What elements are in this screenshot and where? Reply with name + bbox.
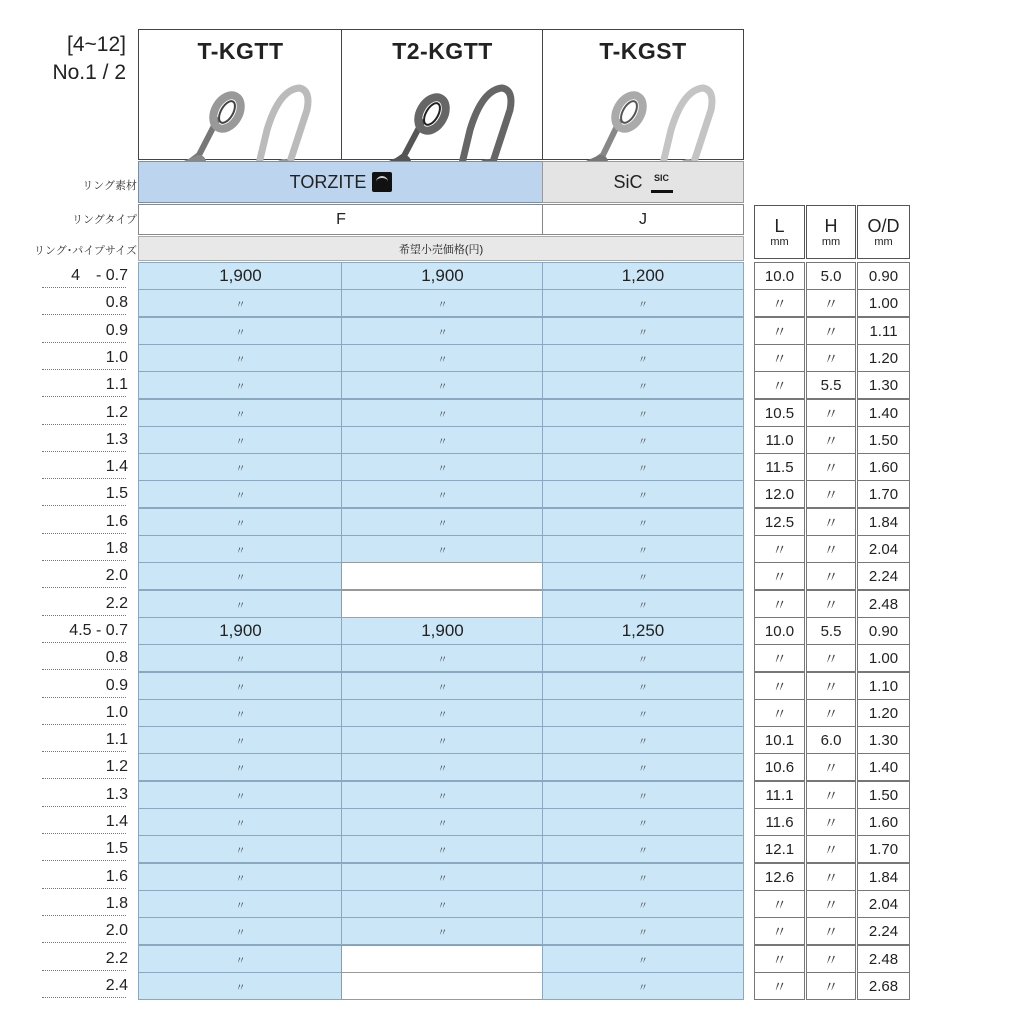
size-dotted-leader	[42, 533, 126, 534]
size-label: 2.4	[105, 977, 128, 994]
dim-l-cell: 〃	[754, 890, 805, 918]
price-t2-kgtt-cell: 〃	[341, 344, 544, 372]
size-label: 2.0	[105, 567, 128, 584]
price-t2-kgtt-cell: 1,900	[341, 262, 544, 290]
dim-header-letter: O/D	[867, 216, 900, 236]
dim-l-cell: 〃	[754, 672, 805, 700]
size-label: 1.4	[105, 813, 128, 830]
price-t-kgst-cell: 〃	[542, 562, 744, 590]
dim-l-cell: 〃	[754, 344, 805, 372]
dim-od-cell: 1.50	[857, 781, 910, 809]
dim-l-cell: 〃	[754, 699, 805, 727]
dim-l-cell: 12.0	[754, 480, 805, 508]
size-label: 1.6	[105, 868, 128, 885]
dim-h-cell: 5.5	[806, 617, 856, 645]
size-label: 2.0	[105, 922, 128, 939]
ring-pipe-size-label: リング･パイプサイズ	[33, 245, 137, 257]
dim-od-cell: 1.30	[857, 726, 910, 754]
price-t-kgst-cell: 〃	[542, 344, 744, 372]
price-t2-kgtt-cell: 〃	[341, 917, 544, 945]
ring-type-f: F	[138, 204, 544, 235]
dim-h-cell: 〃	[806, 508, 856, 536]
price-t-kgtt-cell: 1,900	[138, 617, 343, 645]
price-t-kgtt-cell: 〃	[138, 426, 343, 454]
price-t-kgst-cell: 〃	[542, 399, 744, 427]
price-t-kgtt-cell: 〃	[138, 644, 343, 672]
product-header-t-kgst	[542, 29, 744, 160]
size-label: 4.5 - 0.7	[69, 622, 128, 639]
dim-l-cell: 〃	[754, 972, 805, 1000]
price-t-kgst-cell: 〃	[542, 917, 744, 945]
price-t-kgtt-cell: 〃	[138, 508, 343, 536]
price-t-kgst-cell: 〃	[542, 453, 744, 481]
dim-od-cell: 2.48	[857, 945, 910, 973]
dim-od-cell: 2.24	[857, 917, 910, 945]
material-torzite-text: TORZITE	[289, 171, 367, 192]
price-t-kgtt-cell: 〃	[138, 917, 343, 945]
size-label: 1.5	[105, 485, 128, 502]
dim-l-cell: 10.6	[754, 753, 805, 781]
material-sic	[542, 161, 744, 203]
price-t-kgtt-cell: 〃	[138, 672, 343, 700]
price-t-kgst-cell: 〃	[542, 426, 744, 454]
price-t-kgtt-cell: 〃	[138, 562, 343, 590]
size-dotted-leader	[42, 942, 126, 943]
dim-h-cell: 〃	[806, 890, 856, 918]
dim-l-cell: 12.1	[754, 835, 805, 863]
price-t-kgtt-cell: 〃	[138, 535, 343, 563]
price-t-kgst-cell: 〃	[542, 808, 744, 836]
price-t-kgtt-cell: 〃	[138, 753, 343, 781]
dim-l-cell: 12.5	[754, 508, 805, 536]
dim-header-h	[806, 205, 856, 259]
dim-od-cell: 1.70	[857, 480, 910, 508]
price-t2-kgtt-cell: 〃	[341, 508, 544, 536]
price-t2-kgtt-cell	[341, 972, 544, 1000]
price-t-kgst-cell: 〃	[542, 317, 744, 345]
size-dotted-leader	[42, 970, 126, 971]
size-dotted-leader	[42, 833, 126, 834]
price-t-kgtt-cell: 〃	[138, 699, 343, 727]
price-t2-kgtt-cell: 〃	[341, 753, 544, 781]
catalog-range-title: [4~12]	[67, 33, 126, 56]
dim-od-cell: 1.30	[857, 371, 910, 399]
dim-l-cell: 11.0	[754, 426, 805, 454]
dim-h-cell: 〃	[806, 480, 856, 508]
size-dotted-leader	[42, 451, 126, 452]
dim-l-cell: 10.0	[754, 262, 805, 290]
dim-l-cell: 〃	[754, 371, 805, 399]
size-dotted-leader	[42, 888, 126, 889]
price-t-kgst-cell: 〃	[542, 972, 744, 1000]
price-t-kgst-cell: 〃	[542, 835, 744, 863]
price-t-kgst-cell: 〃	[542, 945, 744, 973]
price-t2-kgtt-cell: 〃	[341, 371, 544, 399]
dim-h-cell: 〃	[806, 781, 856, 809]
price-t-kgtt-cell: 〃	[138, 890, 343, 918]
dim-h-cell: 〃	[806, 590, 856, 618]
price-t-kgtt-cell: 〃	[138, 945, 343, 973]
size-dotted-leader	[42, 396, 126, 397]
dim-h-cell: 〃	[806, 644, 856, 672]
dim-l-cell: 11.1	[754, 781, 805, 809]
dim-h-cell: 6.0	[806, 726, 856, 754]
price-t-kgst-cell: 〃	[542, 726, 744, 754]
size-dotted-leader	[42, 724, 126, 725]
price-t-kgtt-cell: 〃	[138, 317, 343, 345]
price-t2-kgtt-cell: 〃	[341, 317, 544, 345]
size-dotted-leader	[42, 615, 126, 616]
dim-od-cell: 2.24	[857, 562, 910, 590]
dim-od-cell: 1.20	[857, 344, 910, 372]
size-label: 0.8	[105, 649, 128, 666]
size-label: 1.3	[105, 431, 128, 448]
price-t-kgtt-cell: 1,900	[138, 262, 343, 290]
product-name: T2-KGTT	[392, 38, 493, 64]
size-label: 1.2	[105, 758, 128, 775]
price-t-kgst-cell: 〃	[542, 590, 744, 618]
dim-header-unit: mm	[770, 236, 789, 248]
ring-type-j: J	[542, 204, 744, 235]
dim-h-cell: 〃	[806, 344, 856, 372]
product-header-t-kgtt	[138, 29, 343, 160]
dim-header-l	[754, 205, 805, 259]
price-header: 希望小売価格(円)	[138, 236, 744, 261]
ring-type-label: リングタイプ	[71, 214, 137, 226]
dim-od-cell: 1.40	[857, 753, 910, 781]
size-label: 1.4	[105, 458, 128, 475]
size-label: 1.8	[105, 540, 128, 557]
price-t-kgtt-cell: 〃	[138, 972, 343, 1000]
dim-l-cell: 12.6	[754, 863, 805, 891]
size-dotted-leader	[42, 860, 126, 861]
dim-od-cell: 1.00	[857, 289, 910, 317]
size-dotted-leader	[42, 806, 126, 807]
price-t-kgst-cell: 〃	[542, 480, 744, 508]
size-dotted-leader	[42, 369, 126, 370]
price-t-kgtt-cell: 〃	[138, 289, 343, 317]
dim-h-cell: 〃	[806, 453, 856, 481]
price-t-kgst-cell: 〃	[542, 289, 744, 317]
dim-od-cell: 2.04	[857, 535, 910, 563]
size-dotted-leader	[42, 997, 126, 998]
dim-l-cell: 〃	[754, 562, 805, 590]
price-t-kgtt-cell: 〃	[138, 344, 343, 372]
price-t2-kgtt-cell: 〃	[341, 399, 544, 427]
price-t-kgtt-cell: 〃	[138, 781, 343, 809]
price-t2-kgtt-cell	[341, 590, 544, 618]
size-dotted-leader	[42, 751, 126, 752]
price-t2-kgtt-cell: 〃	[341, 426, 544, 454]
size-dotted-leader	[42, 697, 126, 698]
size-label: 0.9	[105, 322, 128, 339]
price-t2-kgtt-cell: 〃	[341, 781, 544, 809]
size-label: 1.3	[105, 786, 128, 803]
price-t-kgtt-cell: 〃	[138, 453, 343, 481]
size-label: 0.8	[105, 294, 128, 311]
dim-h-cell: 〃	[806, 426, 856, 454]
dim-od-cell: 1.11	[857, 317, 910, 345]
dim-od-cell: 1.40	[857, 399, 910, 427]
price-t-kgtt-cell: 〃	[138, 808, 343, 836]
price-t-kgtt-cell: 〃	[138, 399, 343, 427]
price-t2-kgtt-cell: 〃	[341, 699, 544, 727]
size-dotted-leader	[42, 642, 126, 643]
size-dotted-leader	[42, 424, 126, 425]
size-dotted-leader	[42, 669, 126, 670]
dim-l-cell: 11.6	[754, 808, 805, 836]
size-label: 1.0	[105, 349, 128, 366]
catalog-page-number: No.1 / 2	[52, 61, 126, 84]
size-label: 2.2	[105, 950, 128, 967]
size-dotted-leader	[42, 505, 126, 506]
dim-h-cell: 5.0	[806, 262, 856, 290]
dim-l-cell: 10.0	[754, 617, 805, 645]
price-t-kgst-cell: 〃	[542, 781, 744, 809]
price-t2-kgtt-cell: 〃	[341, 835, 544, 863]
size-dotted-leader	[42, 342, 126, 343]
dim-od-cell: 0.90	[857, 617, 910, 645]
dim-header-letter: L	[774, 216, 785, 236]
price-t-kgst-cell: 〃	[542, 535, 744, 563]
size-label: 1.6	[105, 513, 128, 530]
dim-od-cell: 1.84	[857, 508, 910, 536]
price-t-kgst-cell: 〃	[542, 753, 744, 781]
size-label: 1.2	[105, 404, 128, 421]
dim-h-cell: 〃	[806, 835, 856, 863]
material-torzite	[138, 161, 544, 203]
dim-od-cell: 1.60	[857, 453, 910, 481]
price-t-kgst-cell: 1,250	[542, 617, 744, 645]
dim-l-cell: 10.1	[754, 726, 805, 754]
price-t-kgst-cell: 〃	[542, 371, 744, 399]
price-t2-kgtt-cell: 〃	[341, 808, 544, 836]
price-t2-kgtt-cell: 〃	[341, 726, 544, 754]
dim-l-cell: 〃	[754, 917, 805, 945]
price-t-kgst-cell: 〃	[542, 644, 744, 672]
dim-l-cell: 11.5	[754, 453, 805, 481]
dim-od-cell: 0.90	[857, 262, 910, 290]
size-dotted-leader	[42, 560, 126, 561]
dim-h-cell: 〃	[806, 863, 856, 891]
dim-h-cell: 5.5	[806, 371, 856, 399]
ring-material-label: リング素材	[82, 180, 137, 192]
size-dotted-leader	[42, 287, 126, 288]
dim-od-cell: 1.20	[857, 699, 910, 727]
size-label: 1.0	[105, 704, 128, 721]
price-t-kgst-cell: 〃	[542, 672, 744, 700]
price-t-kgtt-cell: 〃	[138, 480, 343, 508]
dim-od-cell: 1.60	[857, 808, 910, 836]
product-name: T-KGTT	[197, 38, 284, 64]
size-label: 1.1	[105, 376, 128, 393]
price-t2-kgtt-cell: 〃	[341, 289, 544, 317]
price-t2-kgtt-cell: 〃	[341, 535, 544, 563]
dim-l-cell: 10.5	[754, 399, 805, 427]
dim-h-cell: 〃	[806, 672, 856, 700]
price-t-kgst-cell: 〃	[542, 699, 744, 727]
dim-l-cell: 〃	[754, 590, 805, 618]
dim-od-cell: 1.10	[857, 672, 910, 700]
price-t2-kgtt-cell: 1,900	[341, 617, 544, 645]
product-header-t2-kgtt	[341, 29, 544, 160]
dim-h-cell: 〃	[806, 972, 856, 1000]
dim-od-cell: 1.50	[857, 426, 910, 454]
price-t2-kgtt-cell: 〃	[341, 453, 544, 481]
dim-l-cell: 〃	[754, 945, 805, 973]
torzite-logo	[372, 172, 392, 192]
price-t-kgst-cell: 〃	[542, 508, 744, 536]
dim-h-cell: 〃	[806, 562, 856, 590]
size-dotted-leader	[42, 587, 126, 588]
size-dotted-leader	[42, 314, 126, 315]
size-label: 1.5	[105, 840, 128, 857]
dim-l-cell: 〃	[754, 644, 805, 672]
material-sic-text: SiC	[613, 171, 643, 192]
size-dotted-leader	[42, 778, 126, 779]
dim-header-letter: H	[824, 216, 838, 236]
price-t-kgtt-cell: 〃	[138, 371, 343, 399]
dim-h-cell: 〃	[806, 753, 856, 781]
size-label: 1.1	[105, 731, 128, 748]
price-t2-kgtt-cell	[341, 945, 544, 973]
price-t-kgst-cell: 1,200	[542, 262, 744, 290]
price-t-kgst-cell: 〃	[542, 890, 744, 918]
dim-h-cell: 〃	[806, 289, 856, 317]
size-label: 0.9	[105, 677, 128, 694]
price-t-kgst-cell: 〃	[542, 863, 744, 891]
dim-od-cell: 2.04	[857, 890, 910, 918]
size-label: 1.8	[105, 895, 128, 912]
price-t2-kgtt-cell: 〃	[341, 890, 544, 918]
dim-h-cell: 〃	[806, 535, 856, 563]
dim-od-cell: 1.00	[857, 644, 910, 672]
size-dotted-leader	[42, 915, 126, 916]
dim-od-cell: 1.70	[857, 835, 910, 863]
dim-od-cell: 2.48	[857, 590, 910, 618]
price-t2-kgtt-cell: 〃	[341, 644, 544, 672]
price-t-kgtt-cell: 〃	[138, 726, 343, 754]
dim-l-cell: 〃	[754, 289, 805, 317]
price-t-kgtt-cell: 〃	[138, 590, 343, 618]
dim-h-cell: 〃	[806, 808, 856, 836]
sic-logo: SIC	[651, 172, 673, 193]
product-name: T-KGST	[599, 38, 687, 64]
dim-header-unit: mm	[821, 236, 841, 248]
price-t2-kgtt-cell: 〃	[341, 480, 544, 508]
dim-h-cell: 〃	[806, 399, 856, 427]
price-t2-kgtt-cell: 〃	[341, 672, 544, 700]
price-t2-kgtt-cell	[341, 562, 544, 590]
price-t-kgtt-cell: 〃	[138, 835, 343, 863]
dim-h-cell: 〃	[806, 917, 856, 945]
size-label: 4 - 0.7	[71, 267, 128, 284]
dim-l-cell: 〃	[754, 317, 805, 345]
price-t2-kgtt-cell: 〃	[341, 863, 544, 891]
size-dotted-leader	[42, 478, 126, 479]
dim-h-cell: 〃	[806, 317, 856, 345]
dim-header-od	[857, 205, 910, 259]
dim-od-cell: 1.84	[857, 863, 910, 891]
dim-l-cell: 〃	[754, 535, 805, 563]
dim-h-cell: 〃	[806, 945, 856, 973]
dim-h-cell: 〃	[806, 699, 856, 727]
size-label: 2.2	[105, 595, 128, 612]
dim-header-unit: mm	[874, 236, 893, 248]
price-t-kgtt-cell: 〃	[138, 863, 343, 891]
dim-od-cell: 2.68	[857, 972, 910, 1000]
